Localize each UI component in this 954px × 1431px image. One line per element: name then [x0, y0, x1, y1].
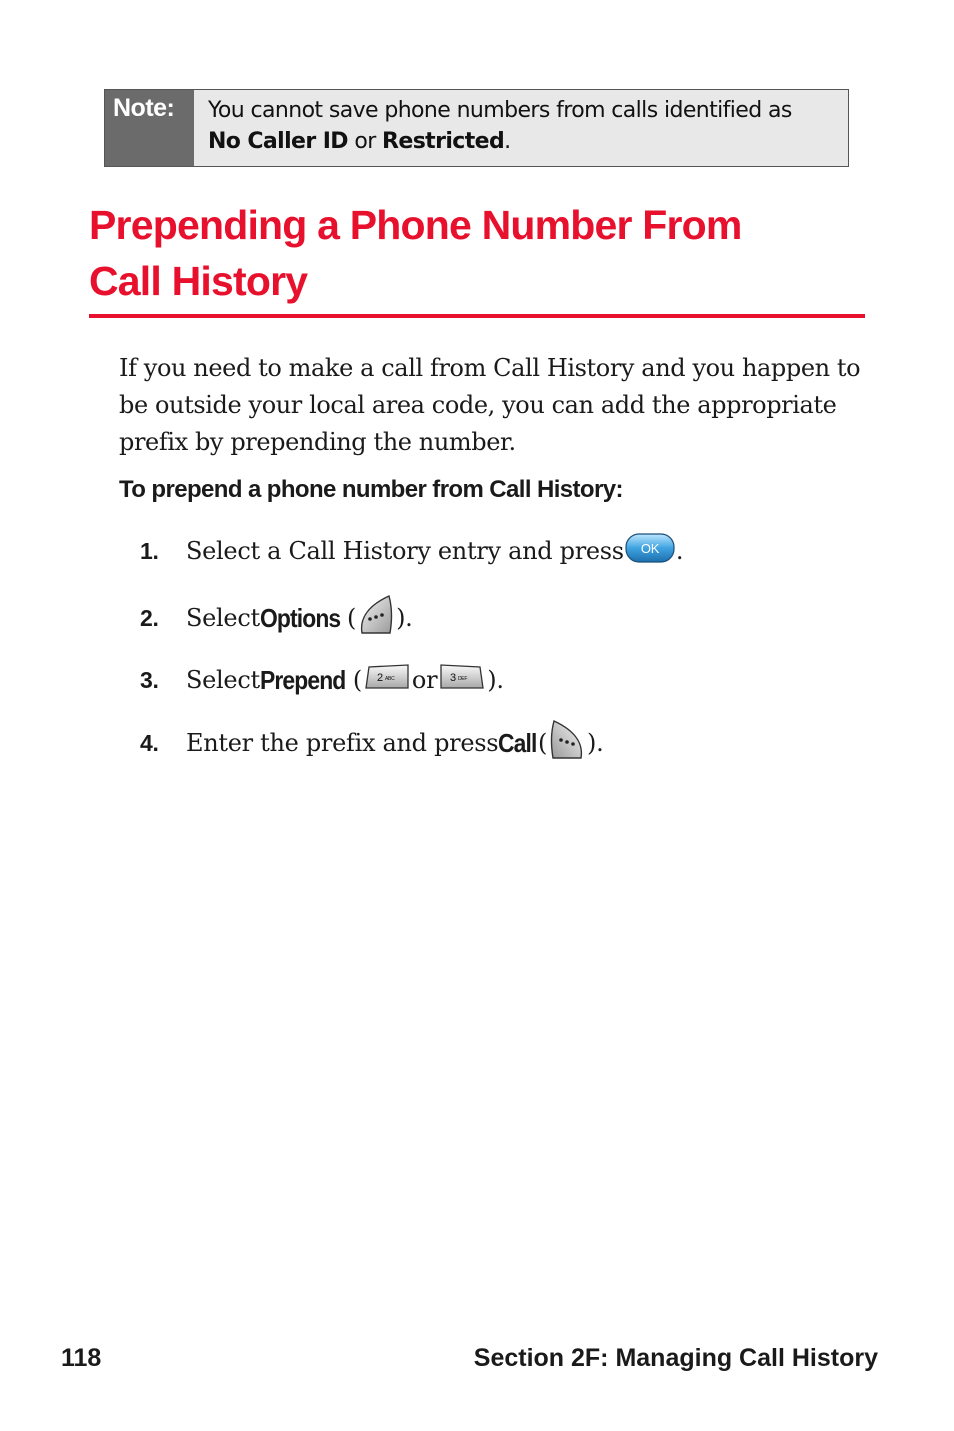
step-open-paren: ( [537, 729, 548, 757]
key-2-letters: ABC [384, 676, 395, 682]
step-text: Enter the prefix and press [186, 729, 499, 757]
key-2-digit: 2 [376, 672, 383, 684]
procedure-heading: To prepend a phone number from Call History: [119, 476, 623, 503]
step-end: ). [487, 666, 504, 694]
step-text: Select a Call History entry and press [186, 537, 624, 565]
title-line-1: Prepending a Phone Number From [89, 202, 742, 248]
note-text-end: . [504, 129, 511, 154]
step-number: 2. [140, 604, 159, 631]
step-end: ). [587, 729, 604, 757]
note-text: You cannot save phone numbers from calls identified as [208, 98, 792, 123]
intro-paragraph: If you need to make a call from Call History and you happen to be outside your local area code, you can add the appropriate prefix by prepending the number. [119, 354, 861, 456]
section-footer: Section 2F: Managing Call History [473, 1344, 878, 1372]
step-keyword-call: Call [498, 727, 537, 758]
step-text: Select [186, 604, 260, 632]
note-bold-restricted: Restricted [382, 129, 505, 154]
step-1 [140, 531, 683, 571]
step-open-paren: ( [347, 604, 357, 632]
note-box [104, 89, 849, 167]
note-label: Note: [105, 90, 194, 166]
key-3-icon [438, 663, 486, 697]
ok-key-icon [625, 533, 675, 569]
title-line-2: Call History [89, 258, 308, 304]
step-text: Select [186, 666, 260, 694]
step-keyword-prepend: Prepend [259, 664, 346, 695]
step-3 [140, 660, 504, 700]
title-rule [89, 314, 865, 318]
note-text-or: or [347, 129, 383, 154]
note-body [194, 90, 848, 166]
step-end: . [675, 537, 684, 565]
step-open-paren: ( [352, 666, 362, 694]
step-2 [140, 598, 413, 638]
step-keyword-options: Options [259, 602, 341, 633]
step-or: or [411, 666, 438, 694]
call-softkey-icon [548, 718, 586, 768]
step-number: 1. [140, 537, 159, 564]
step-end: ). [396, 604, 413, 632]
step-4 [140, 723, 603, 763]
key-3-letters: DEF [458, 676, 468, 682]
menu-softkey-icon [357, 593, 395, 643]
page-title [89, 197, 865, 309]
key-3-digit: 3 [450, 672, 457, 684]
step-number: 3. [140, 666, 159, 693]
page-number: 118 [61, 1344, 102, 1372]
step-number: 4. [140, 729, 159, 756]
note-bold-no-caller-id: No Caller ID [208, 129, 348, 154]
key-2-icon [363, 663, 411, 697]
ok-key-label: OK [640, 541, 659, 556]
